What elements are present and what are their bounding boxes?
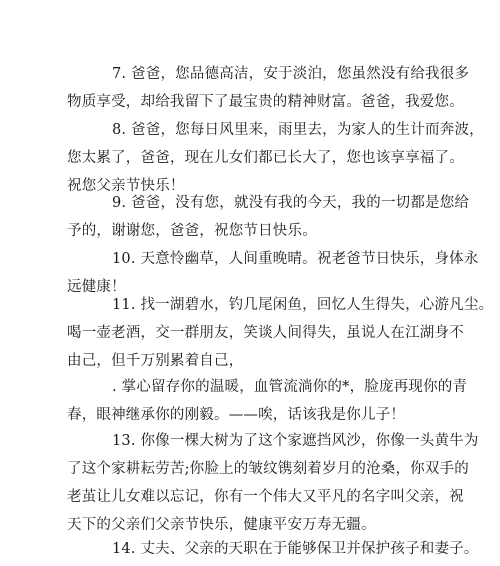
paragraph-line: . 掌心留存你的温暖，血管流淌你的*，脸庞再现你的青 <box>112 379 468 395</box>
paragraph-line: 老茧让儿女难以忘记，你有一个伟大又平凡的名字叫父亲，祝 <box>67 489 464 505</box>
paragraph-line: 远健康！ <box>67 279 126 295</box>
paragraph-line: 由己，但千万别累着自己， <box>67 353 244 369</box>
paragraph-line: 11. 找一湖碧水，钓几尾闲鱼，回忆人生得失，心游凡尘。 <box>112 297 494 313</box>
paragraph-9 <box>67 189 470 245</box>
paragraph-line: 予的，谢谢您，爸爸，祝您节日快乐。 <box>67 223 317 239</box>
paragraph-line: 物质享受，却给我留下了最宝贵的精神财富。爸爸，我爱您。 <box>67 94 464 110</box>
paragraph-12 <box>67 373 468 429</box>
paragraph-11 <box>67 291 494 375</box>
paragraph-13 <box>67 427 479 539</box>
paragraph-line: 祝您父亲节快乐！ <box>67 178 185 194</box>
paragraph-line: 7. 爸爸，您品德高洁，安于淡泊，您虽然没有给我很多 <box>112 66 470 82</box>
paragraph-line: 天下的父亲们父亲节快乐，健康平安万寿无疆。 <box>67 517 376 533</box>
paragraph-line: 8. 爸爸，您每日风里来，雨里去，为家人的生计而奔波， <box>112 122 484 138</box>
paragraph-line: 您太累了，爸爸，现在儿女们都已长大了，您也该享享福了。 <box>67 150 464 166</box>
paragraph-14 <box>67 535 479 563</box>
paragraph-line: 9. 爸爸，没有您，就没有我的今天，我的一切都是您给 <box>112 195 470 211</box>
paragraph-line: 10. 天意怜幽草，人间重晚晴。祝老爸节日快乐，身体永 <box>112 251 479 267</box>
paragraph-7 <box>67 60 470 116</box>
paragraph-8 <box>67 116 484 200</box>
paragraph-line: 喝一壶老酒，交一群朋友，笑谈人间得失，虽说人在江湖身不 <box>67 325 464 341</box>
paragraph-line: 春，眼神继承你的刚毅。——唉，话该我是你儿子！ <box>67 407 406 423</box>
paragraph-line: 了这个家耕耘劳苦;你脸上的皱纹镌刻着岁月的沧桑，你双手的 <box>67 461 469 477</box>
paragraph-line: 14. 丈夫、父亲的天职在于能够保卫并保护孩子和妻子。 <box>112 541 479 557</box>
paragraph-line: 13. 你像一棵大树为了这个家遮挡风沙，你像一头黄牛为 <box>112 433 479 449</box>
